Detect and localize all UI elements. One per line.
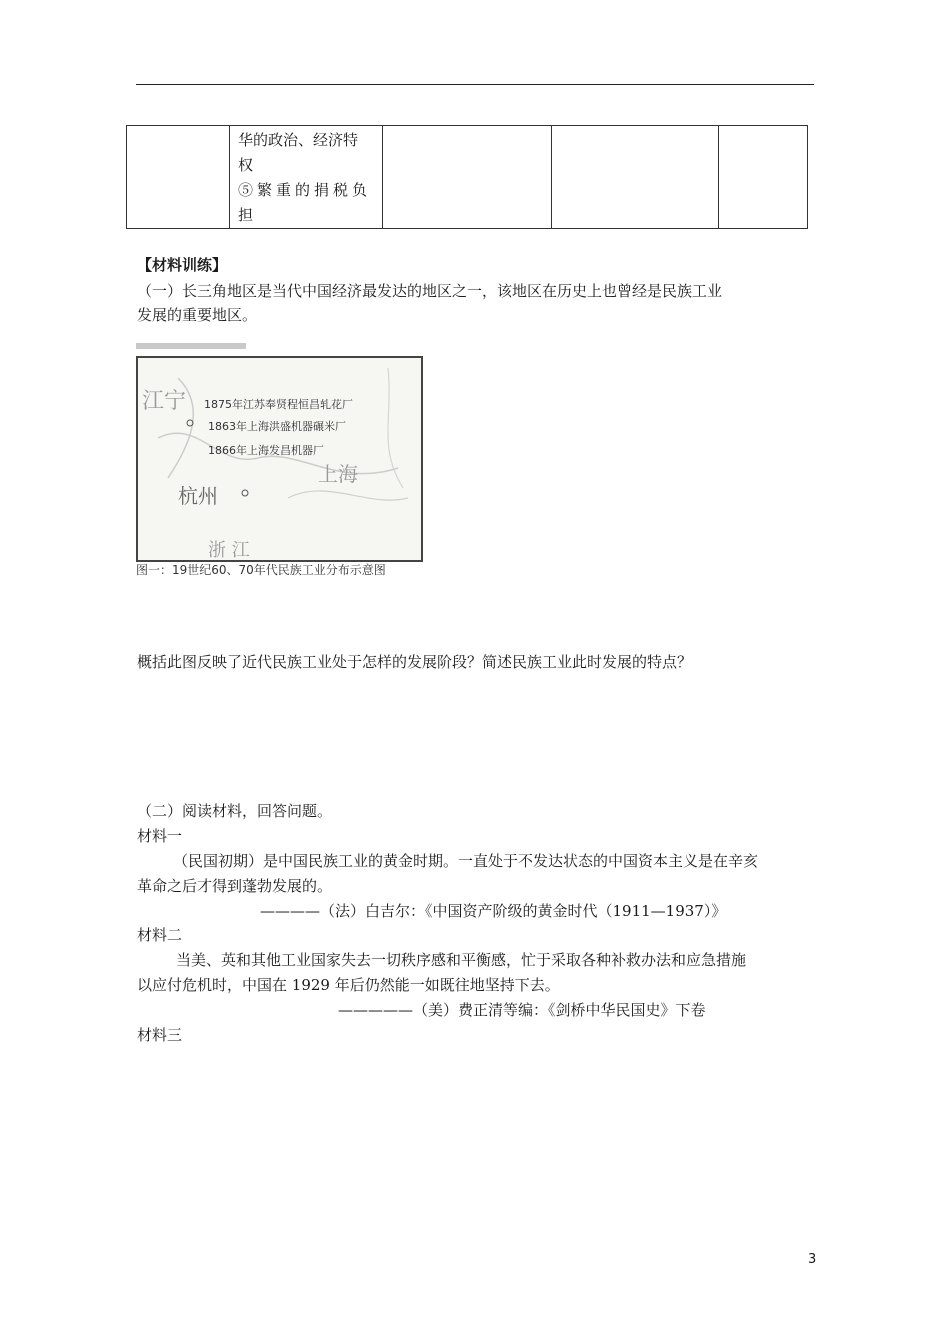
cell-line: 华的政治、经济特 xyxy=(238,131,359,149)
cell-line: 权 xyxy=(238,156,254,174)
material-3-label: 材料三 xyxy=(137,1026,183,1044)
place-jiangsu: 江宁 xyxy=(142,389,187,414)
page-number: 3 xyxy=(808,1252,817,1267)
section-title: 【材料训练】 xyxy=(137,256,228,274)
header-rule xyxy=(136,84,814,85)
material-2-label: 材料二 xyxy=(137,926,183,944)
table-cell-empty xyxy=(719,126,808,229)
place-shanghai: 上海 xyxy=(318,462,358,486)
table-row xyxy=(127,126,808,229)
part1-question: 概括此图反映了近代民族工业处于怎样的发展阶段？简述民族工业此时发展的特点？ xyxy=(137,653,693,671)
cell-line: ⑤繁重的捐税负 xyxy=(238,181,372,199)
map-image xyxy=(136,356,423,562)
cropped-text-fragment xyxy=(136,343,246,353)
part1-intro-line2: 发展的重要地区。 xyxy=(137,306,258,324)
material-1-label: 材料一 xyxy=(137,827,183,845)
cell-line: 担 xyxy=(238,206,254,224)
material-1-source: ————（法）白吉尔：《中国资产阶级的黄金时代（1911—1937）》 xyxy=(260,902,727,920)
part2-intro: （二）阅读材料，回答问题。 xyxy=(137,802,333,820)
table-cell-empty xyxy=(552,126,719,229)
material-1-line1: （民国初期）是中国民族工业的黄金时期。一直处于不发达状态的中国资本主义是在辛亥 xyxy=(173,852,759,870)
place-hangzhou: 杭州 xyxy=(178,484,218,508)
map-label-factory: 1875年江苏奉贤程恒昌轧花厂 xyxy=(204,398,353,411)
material-2-line2: 以应付危机时，中国在 1929 年后仍然能一如既往地坚持下去。 xyxy=(137,976,560,994)
material-1-line2: 革命之后才得到蓬勃发展的。 xyxy=(137,877,333,895)
map-caption: 图一：19世纪60、70年代民族工业分布示意图 xyxy=(136,563,386,577)
material-2-source: —————（美）费正清等编：《剑桥中华民国史》下卷 xyxy=(338,1001,706,1019)
map-label-factory: 1863年上海洪盛机器碾米厂 xyxy=(208,420,346,433)
table-cell-empty xyxy=(383,126,552,229)
table-cell-empty xyxy=(127,126,230,229)
industry-distribution-map xyxy=(136,343,426,581)
material-2-line1: 当美、英和其他工业国家失去一切秩序感和平衡感，忙于采取各种补救办法和应急措施 xyxy=(176,951,747,969)
map-label-factory: 1866年上海发昌机器厂 xyxy=(208,444,324,457)
place-zhejiang: 浙 江 xyxy=(208,540,250,561)
table-cell-text xyxy=(230,126,383,229)
comparison-table-fragment xyxy=(126,125,808,229)
part1-intro-line1: （一）长三角地区是当代中国经济最发达的地区之一，该地区在历史上也曾经是民族工业 xyxy=(137,282,723,300)
